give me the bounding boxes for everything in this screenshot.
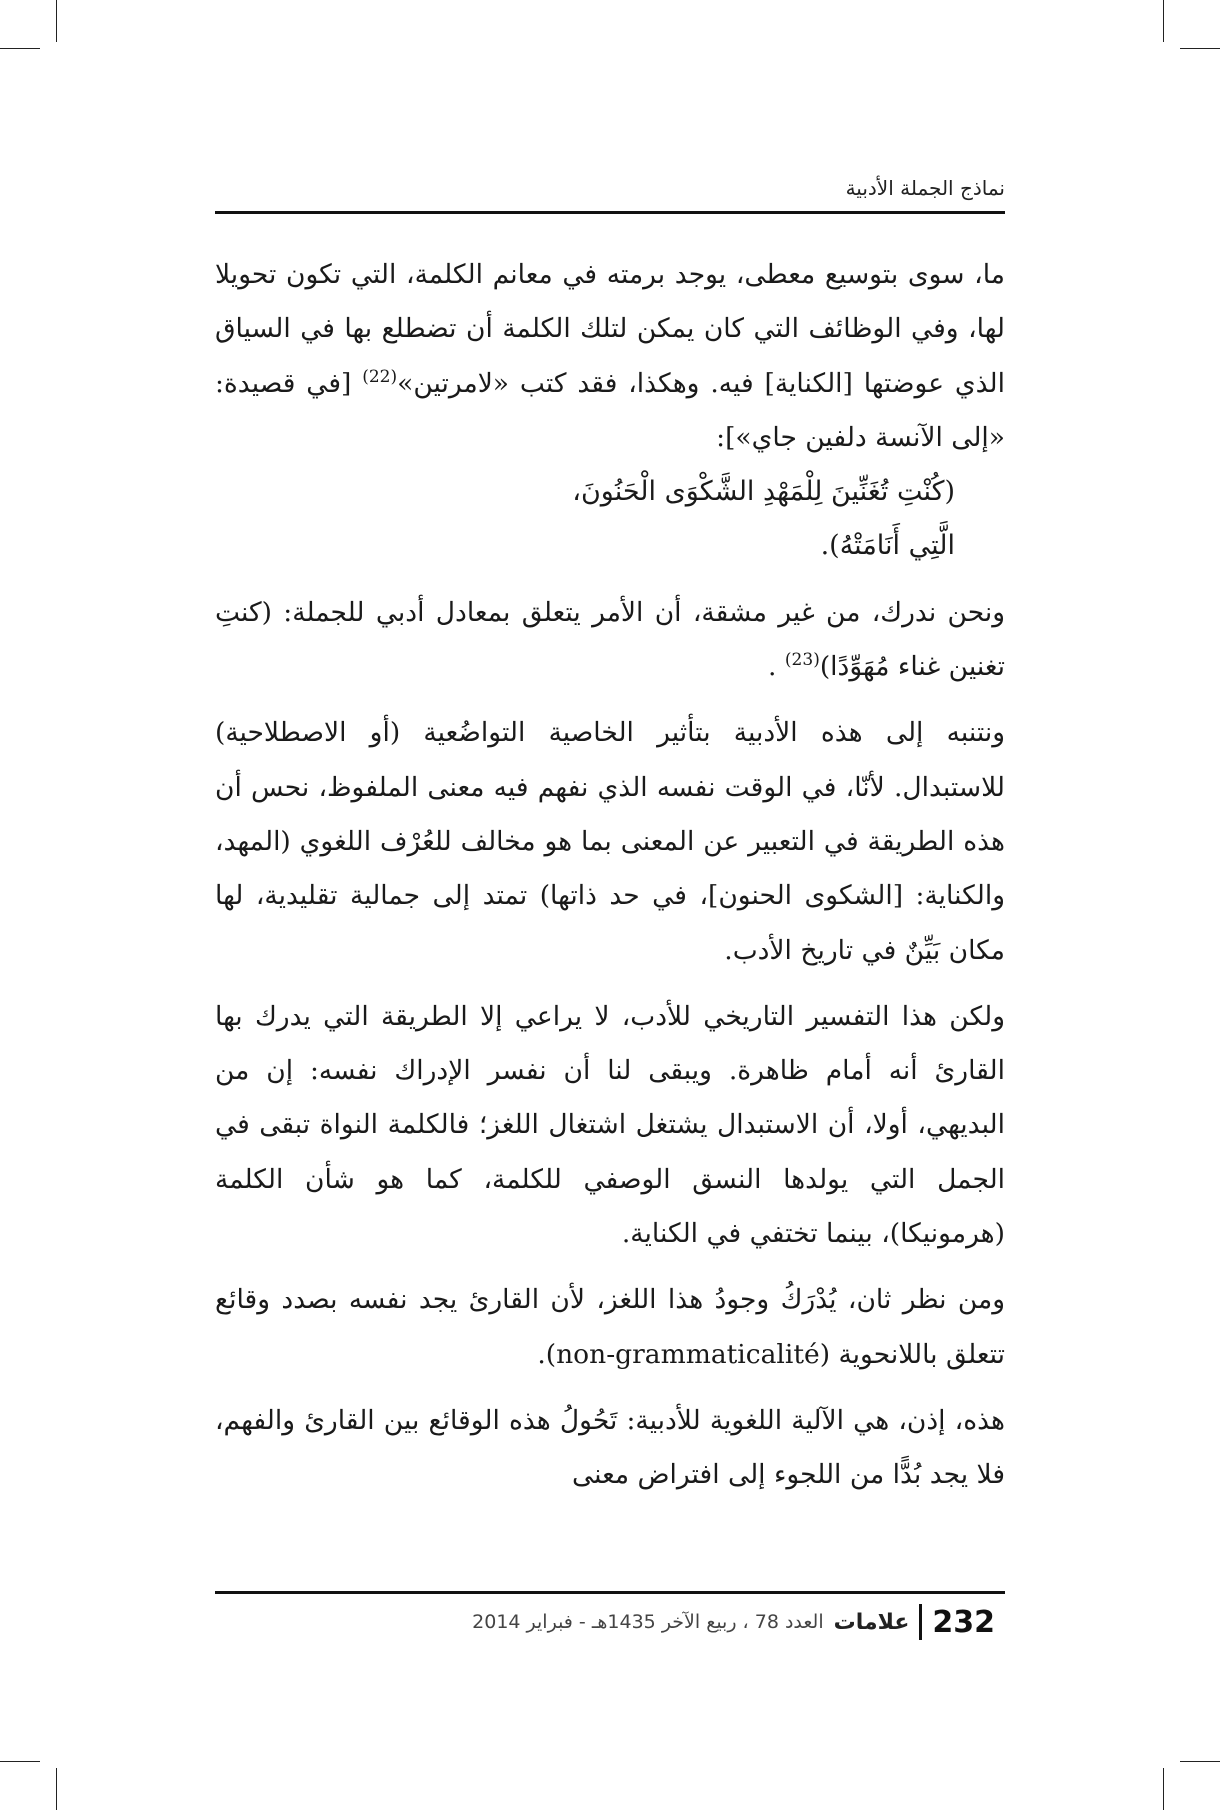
paragraph-text: ما، سوى بتوسيع معطى، يوجد برمته في معانم الكلمة، التي تكون تحويلا لها، وفي الوظائف التي كان يمكن لتلك الكلمة أن تضطلع بها في السياق الذي عوضتها [الكناية] فيه. وهكذا، فقد كتب «لامرتين» — [215, 259, 1005, 399]
paragraph-text: [في قصيدة: «إلى الآنسة دلفين جاي»]: — [215, 367, 1005, 453]
issue-info: العدد 78 ، ربيع الآخر 1435هـ - فبراير 2014 — [472, 1611, 824, 1633]
running-header: نماذج الجملة الأدبية — [845, 176, 1005, 200]
verse-line: الَّتِي أَنَامَتْهُ). — [820, 530, 955, 562]
crop-mark — [56, 1768, 57, 1810]
page-number: 232 — [932, 1604, 995, 1640]
crop-mark — [1180, 48, 1220, 49]
crop-mark — [56, 0, 57, 42]
body-text — [215, 248, 1005, 1503]
paragraph — [215, 248, 1005, 465]
footer — [400, 1604, 995, 1640]
paragraph-text: ونحن ندرك، من غير مشقة، أن الأمر يتعلق بمعادل أدبي للجملة: (كنتِ تغنين غناء مُهَوِّدًا) — [215, 596, 1005, 683]
paragraph — [215, 586, 1005, 695]
paragraph-text: . — [768, 651, 777, 683]
footnote-ref[interactable]: (23) — [784, 650, 820, 671]
crop-mark — [1163, 0, 1164, 42]
paragraph: ولكن هذا التفسير التاريخي للأدب، لا يراعي إلا الطريقة التي يدرك بها القارئ أنه أمام ظاهرة. ويبقى لنا أن نفسر الإدراك نفسه: إن من البديهي، أولا، أن الاستبدال يشتغل اشتغال اللغز؛ فالكلمة النواة تبقى في الجمل التي يولدها النسق الوصفي للكلمة، كما هو شأن الكلمة (هرمونيكا)، بينما تختفي في الكناية. — [215, 1000, 1005, 1250]
footnote-ref[interactable]: (22) — [362, 366, 398, 387]
paragraph: ونتنبه إلى هذه الأدبية بتأثير الخاصية التواضُعية (أو الاصطلاحية) للاستبدال. لأنّا، في الوقت نفسه الذي نفهم فيه معنى الملفوظ، نحس أن هذه الطريقة في التعبير عن المعنى بما هو مخالف للعُرْف اللغوي (المهد، والكناية: [الشكوى الحنون]، في حد ذاتها) تمتد إلى جمالية تقليدية، لها مكان بَيِّنٌ في تاريخ الأدب. — [215, 717, 1005, 966]
paragraph: هذه، إذن، هي الآلية اللغوية للأدبية: تَحُولُ هذه الوقائع بين القارئ والفهم، فلا يجد بُدًّا من اللجوء إلى افتراض معنى — [215, 1404, 1005, 1491]
header-rule — [215, 211, 1005, 214]
paragraph: ومن نظر ثان، يُدْرَكُ وجودُ هذا اللغز، لأن القارئ يجد نفسه بصدد وقائع تتعلق باللانحوية (non-grammaticalité). — [215, 1284, 1005, 1370]
crop-mark — [0, 1761, 40, 1762]
verse-line: (كُنْتِ تُغَنِّينَ لِلْمَهْدِ الشَّكْوَى الْحَنُونَ، — [572, 476, 955, 508]
footer-rule — [215, 1591, 1005, 1594]
footer-separator — [919, 1604, 922, 1640]
crop-mark — [0, 48, 40, 49]
journal-logo: علامات — [833, 1609, 910, 1635]
crop-mark — [1180, 1761, 1220, 1762]
crop-mark — [1163, 1768, 1164, 1810]
